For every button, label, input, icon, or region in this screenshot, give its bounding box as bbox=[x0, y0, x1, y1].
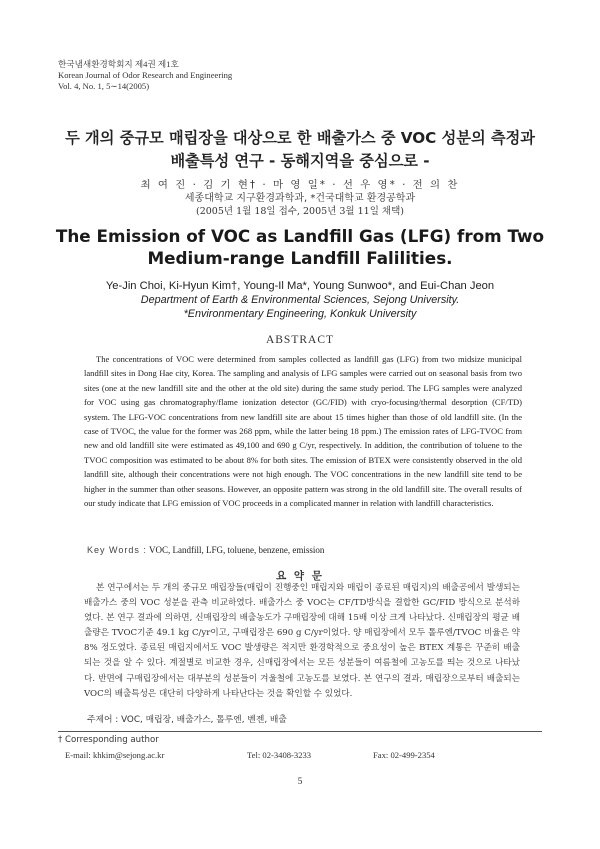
paper-title-ko-line1: 두 개의 중규모 매립장을 대상으로 한 배출가스 중 VOC 성분의 측정과 bbox=[65, 129, 535, 147]
abstract-text: The concentrations of VOC were determined from samples collected as landfill gas (LFG) from two midsize municipal landfill sites in Dong Hae city, Korea. The sampling and analysis of LFG samples were carried out on seasonal basis from two sites (one at the new landfill site and the other at the old site) during the same study period. The LFG samples were analyzed for VOC using gas chromatography/flame ionization detector (GC/FID) with cryo-focusing/thermal desorption (CF/TD) system. The LFG-VOC concentrations from new landfill site are about 15 times higher than those of old landfill site. (In the case of TVOC, the value for the former was 268 ppm, while the latter being 18 ppm.) The emission rates of LFG-TVOC from new and old landfill site were estimated as 49,100 and 690 g C/yr, respectively. In addition, the contribution of toluene to the TVOC composition was estimated to be about 8% for both sites. The emission of BTEX were consistently observed in the old landfill site, although their concentrations were not high enough. The VOC concentrations in the new landfill site tend to be higher in the summer than other seasons. However, an opposite pattern was strong in the old landfill site. The overall results of our study indicate that LFG emission of VOC proceeds in a complicated manner in relation with landfill characteristics. bbox=[84, 354, 522, 509]
journal-header bbox=[58, 59, 232, 92]
tel-contact bbox=[247, 750, 311, 760]
email-address[interactable]: khkim@sejong.ac.kr bbox=[92, 750, 165, 760]
tel-label: Tel: bbox=[247, 750, 261, 760]
paper-title-ko bbox=[0, 127, 600, 173]
ko-abstract-heading: 요 약 문 bbox=[276, 570, 324, 582]
ko-keywords-line bbox=[87, 712, 287, 725]
fax-number: 02-499-2354 bbox=[390, 750, 435, 760]
corresponding-author-note: † Corresponding author bbox=[58, 735, 159, 745]
paper-title-ko-line2: 배출특성 연구 - 동해지역을 중심으로 - bbox=[170, 152, 430, 170]
email-contact bbox=[65, 750, 164, 760]
keywords-label: Key Words : bbox=[87, 545, 147, 555]
email-label: E-mail: bbox=[65, 750, 91, 760]
affiliation-ko: 세종대학교 지구환경과학과, *건국대학교 환경공학과 bbox=[184, 193, 416, 204]
journal-volume: Vol. 4, No. 1, 5∼14(2005) bbox=[58, 81, 150, 91]
authors-en: Ye-Jin Choi, Ki-Hyun Kim†, Young-Il Ma*, Young Sunwoo*, and Eui-Chan Jeon bbox=[105, 280, 495, 292]
tel-number: 02-3408-3233 bbox=[262, 750, 312, 760]
fax-contact bbox=[373, 750, 435, 760]
received-accepted-dates: (2005년 1월 18일 접수, 2005년 3월 11일 채택) bbox=[196, 206, 404, 217]
keywords-line bbox=[87, 545, 324, 555]
ko-keywords-label: 주제어 : bbox=[87, 715, 119, 725]
ko-abstract-text: 본 연구에서는 두 개의 중규모 매립장들(매립이 진행중인 매립지와 매립이 종료된 매립지)의 배출공에서 발생되는 배출가스 중의 VOC 성분을 관측 비교하였다. 배출가스 중 VOC는 CF/TD방식을 결합한 GC/FID 방식으로 분석하였다. 본 연구 결과에 의하면, 신매립장의 배출농도가 구매립장에 대해 15배 이상 크게 나타났다. 신매립장의 평균 배출량은 TVOC기준 49.1 kg C/yr이고, 구매립장은 690 g C/yr이었다. 양 매립장에서 모두 톨루엔/TVOC 비율은 약 8% 정도였다. 종료된 매립지에서도 VOC 발생량은 적지만 환경학적으로 중요성이 높은 BTEX 계통은 꾸준히 배출되는 것을 알 수 있다. 계절별로 비교한 경우, 신매립장에서는 모든 성분들이 여름철에 고농도를 띄는 것으로 나타났다. 반면에 구매립장에서는 대부분의 성분들이 겨울철에 고농도를 보였다. 본 연구의 결과, 매립장으로부터 배출되는 VOC의 배출특성은 대단히 다양하게 나타난다는 것을 확인할 수 있었다. bbox=[84, 583, 520, 699]
affiliation-en-1: Department of Earth & Environmental Sciences, Sejong University. bbox=[140, 294, 460, 306]
fax-label: Fax: bbox=[373, 750, 389, 760]
page-number: 5 bbox=[297, 777, 303, 787]
paper-title-en: The Emission of VOC as Landfill Gas (LFG) from Two Medium-range Landfill Falilities. bbox=[55, 226, 545, 268]
authors-ko: 최 여 진 · 김 기 현† · 마 영 일* · 선 우 영* · 전 의 찬 bbox=[140, 179, 460, 191]
affiliation-en-2: *Environmentary Engineering, Konkuk University bbox=[183, 308, 417, 320]
keywords-list: VOC, Landfill, LFG, toluene, benzene, emission bbox=[148, 545, 325, 555]
abstract-heading: ABSTRACT bbox=[265, 334, 335, 346]
journal-name-ko: 한국냄새환경학회지 제4권 제1호 bbox=[58, 59, 179, 69]
footnote-divider bbox=[58, 731, 542, 732]
ko-keywords-list: VOC, 매립장, 배출가스, 톨루엔, 벤젠, 배출 bbox=[121, 715, 287, 725]
journal-name-en: Korean Journal of Odor Research and Engineering bbox=[58, 70, 233, 80]
